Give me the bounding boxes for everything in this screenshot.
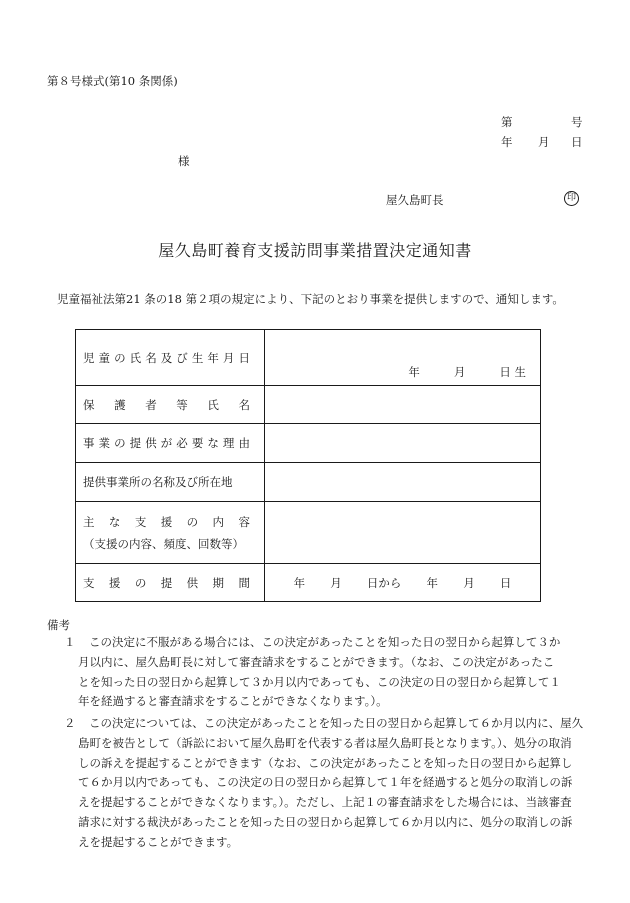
details-table xyxy=(75,329,541,602)
date-of-birth-placeholder: 年 月 日 生 xyxy=(408,365,526,379)
row-label-cell xyxy=(76,386,265,424)
table-row xyxy=(76,424,541,463)
intro-text: 児童福祉法第21 条の18 第２項の規定により、下記のとおり事業を提供しますので、通知します。 xyxy=(57,292,564,306)
note-text-line: 年を経過すると審査請求をすることができなくなります。）。 xyxy=(78,694,388,709)
seal-mark: 印 xyxy=(564,191,579,206)
row-label-cell xyxy=(76,564,265,602)
notes-heading: 備考 xyxy=(47,618,70,632)
row-sub-label: （支援の内容、頻度、回数等） xyxy=(83,536,244,551)
table-row xyxy=(76,463,541,502)
note-text-line: この決定に不服がある場合には、この決定があったことを知った日の翌日から起算して３か xyxy=(89,635,561,649)
note-number: １ xyxy=(64,635,76,649)
date-year-label: 年 xyxy=(501,135,513,149)
table-row xyxy=(76,330,541,386)
date-day-label: 日 xyxy=(571,135,583,149)
note-text-line: えを提起することができます。 xyxy=(78,834,239,849)
row-label-cell xyxy=(76,424,265,463)
note-number: ２ xyxy=(64,716,76,730)
row-label: 児 童 の 氏 名 及 び 生 年 月 日 xyxy=(83,350,250,365)
form-number: 第８号様式(第10 条関係) xyxy=(47,74,178,88)
date-month-label: 月 xyxy=(538,135,550,149)
row-value-cell[interactable] xyxy=(265,424,541,463)
note-text-line: とを知った日の翌日から起算して３か月以内であっても、この決定の日の翌日から起算して１ xyxy=(78,674,561,689)
row-label-cell xyxy=(76,502,265,564)
issuer-name: 屋久島町長 xyxy=(386,193,444,207)
row-label: 事 業 の 提 供 が 必 要 な 理 由 xyxy=(83,436,250,450)
row-label: 主 な 支 援 の 内 容 xyxy=(83,514,250,529)
row-value-cell[interactable] xyxy=(265,502,541,564)
period-placeholder: 年 月 日から 年 月 日 xyxy=(293,575,512,590)
note-text-line: この決定については、この決定があったことを知った日の翌日から起算して６か月以内に、屋久 xyxy=(89,716,584,730)
document-number-label: 第 xyxy=(501,115,513,129)
table-row xyxy=(76,502,541,564)
row-label: 保 護 者 等 氏 名 xyxy=(83,397,250,412)
note-text-line: 月以内に、屋久島町長に対して審査請求をすることができます。（なお、この決定があったこ xyxy=(78,654,555,669)
row-value-cell[interactable] xyxy=(265,386,541,424)
note-text-line: 請求に対する裁決があったことを知った日の翌日から起算して６か月以内に、処分の取消しの訴 xyxy=(78,815,573,829)
table-row xyxy=(76,386,541,424)
row-value-cell[interactable] xyxy=(265,564,541,602)
row-value-cell[interactable] xyxy=(265,463,541,502)
row-label: 提供事業所の名称及び所在地 xyxy=(83,475,233,489)
row-value-cell[interactable] xyxy=(265,330,541,386)
note-text-line: 島町を被告として（訴訟において屋久島町を代表する者は屋久島町長となります。）、処分の取消 xyxy=(78,735,572,750)
table-row xyxy=(76,564,541,602)
addressee-suffix: 様 xyxy=(178,154,190,168)
note-text-line: えを提起することができなくなります。）。ただし、上記１の審査請求をした場合には、当該審査 xyxy=(78,795,572,810)
document-number-suffix: 号 xyxy=(571,115,583,129)
note-text-line: しの訴えを提起することができます（なお、この決定があったことを知った日の翌日から起算し xyxy=(78,755,573,770)
row-label-cell xyxy=(76,330,265,386)
row-label-cell xyxy=(76,463,265,502)
note-text-line: て６か月以内であっても、この決定の日の翌日から起算して１年を経過すると処分の取消しの訴 xyxy=(78,775,573,790)
document-title: 屋久島町養育支援訪問事業措置決定通知書 xyxy=(158,241,472,260)
row-label: 支 援 の 提 供 期 間 xyxy=(83,575,250,590)
